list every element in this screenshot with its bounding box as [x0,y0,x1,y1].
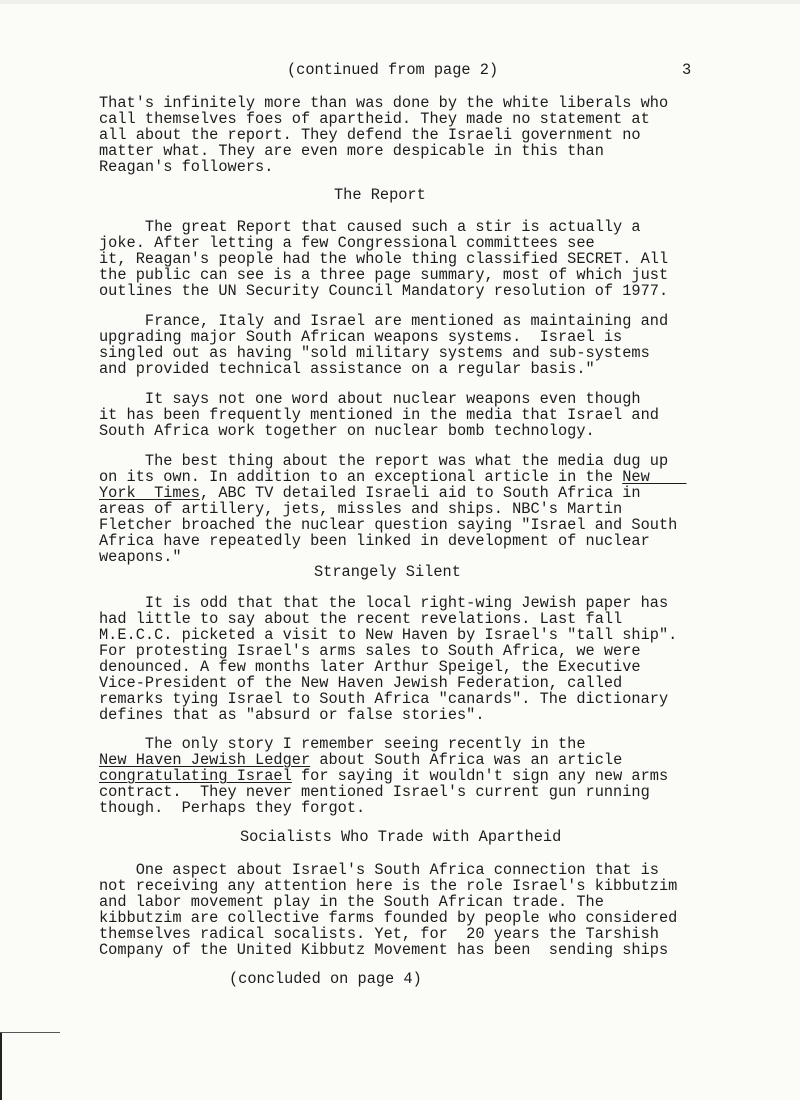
text-segment: for saying it wouldn't sign any new arms [291,767,669,785]
report-paragraph-4 [99,452,687,564]
text-line: call themselves foes of apartheid. They made no statement at [99,110,650,128]
text-line [99,468,687,484]
text-line: joke. After letting a few Congressional committees see [99,234,595,252]
text-line [99,767,668,783]
text-line: areas of artillery, jets, missles and ships. NBC's Martin [99,500,623,518]
text-line: all about the report. They defend the Israeli government no [99,126,641,144]
section-heading-socialists: Socialists Who Trade with Apartheid [240,828,562,846]
socialists-paragraph-1 [99,861,677,957]
text-line: Africa have repeatedly been linked in development of nuclear [99,532,650,550]
newspaper-title-nyt-part1: New [622,468,687,486]
text-line: though. Perhaps they forgot. [99,799,366,817]
text-line: defines that as "absurd or false stories". [99,706,485,724]
text-line: remarks tying Israel to South Africa "canards". The dictionary [99,690,669,708]
text-line: upgrading major South African weapons systems. Israel is [99,328,623,346]
text-line: denounced. A few months later Arthur Speigel, the Executive [99,658,641,676]
scan-edge-top [0,0,800,4]
text-line: France, Italy and Israel are mentioned as maintaining and [99,312,669,330]
text-line: Vice-President of the New Haven Jewish Federation, called [99,674,623,692]
text-line [99,484,687,500]
text-line: it has been frequently mentioned in the media that Israel and [99,406,659,424]
section-heading-report: The Report [334,186,426,204]
text-line: themselves radical socalists. Yet, for 20 years the Tarshish [99,925,659,943]
text-line: and labor movement play in the South African trade. The [99,893,604,911]
text-line: The best thing about the report was what the media dug up [99,452,669,470]
text-line [99,751,668,767]
text-line: The only story I remember seeing recently in the [99,735,586,753]
text-line: For protesting Israel's arms sales to South Africa, we were [99,642,641,660]
report-paragraph-3 [99,390,659,438]
text-segment: , ABC TV detailed Israeli aid to South Africa in [199,484,641,502]
continued-from-note: (continued from page 2) [287,61,499,79]
scan-edge-left [0,1032,2,1100]
text-line: kibbutzim are collective farms founded by people who considered [99,909,678,927]
scan-edge-bottom [0,1032,60,1033]
text-line: It says not one word about nuclear weapons even though [99,390,641,408]
text-line: and provided technical assistance on a regular basis." [99,360,595,378]
section-heading-strangely-silent: Strangely Silent [314,563,461,581]
text-line: had little to say about the recent revelations. Last fall [99,610,623,628]
text-line: M.E.C.C. picketed a visit to New Haven by Israel's "tall ship". [99,626,678,644]
text-line: matter what. They are even more despicable in this than [99,142,604,160]
text-line: contract. They never mentioned Israel's current gun running [99,783,650,801]
text-line: Fletcher broached the nuclear question saying "Israel and South [99,516,678,534]
underlined-phrase: congratulating Israel [99,767,292,785]
text-line: outlines the UN Security Council Mandatory resolution of 1977. [99,282,669,300]
text-line: One aspect about Israel's South Africa connection that is [99,861,659,879]
text-line: the public can see is a three page summary, most of which just [99,266,669,284]
text-line: it, Reagan's people had the whole thing classified SECRET. All [99,250,669,268]
silent-paragraph-2 [99,735,668,815]
silent-paragraph-1 [99,594,677,722]
text-line: weapons." [99,548,182,566]
text-segment: on its own. In addition to an exceptional article in the [99,468,623,486]
text-line: South Africa work together on nuclear bomb technology. [99,422,595,440]
concluded-on-note: (concluded on page 4) [229,970,422,988]
text-line: That's infinitely more than was done by the white liberals who [99,94,669,112]
text-line: It is odd that that the local right-wing Jewish paper has [99,594,669,612]
text-line: Company of the United Kibbutz Movement has been sending ships [99,941,669,959]
text-line: singled out as having "sold military systems and sub-systems [99,344,650,362]
newspaper-title-nyt-part2: York Times [99,484,200,502]
newspaper-title-jewish-ledger: New Haven Jewish Ledger [99,751,311,769]
text-line: not receiving any attention here is the role Israel's kibbutzim [99,877,678,895]
report-paragraph-1 [99,218,668,298]
report-paragraph-2 [99,312,668,376]
text-segment: about South Africa was an article [310,751,623,769]
text-line: The great Report that caused such a stir is actually a [99,218,641,236]
text-line: Reagan's followers. [99,158,274,176]
intro-paragraph [99,94,668,174]
page-number: 3 [682,61,692,79]
